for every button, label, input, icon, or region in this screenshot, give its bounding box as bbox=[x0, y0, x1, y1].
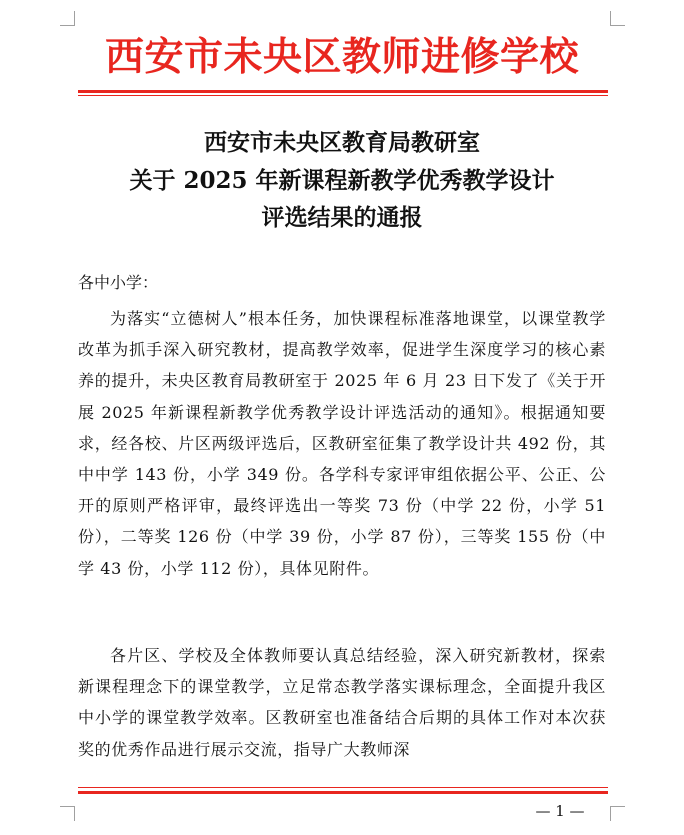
masthead-school-name: 西安市未央区教师进修学校 bbox=[104, 34, 579, 80]
body-paragraph-1: 为落实“立德树人”根本任务，加快课程标准落地课堂，以课堂教学改革为抓手深入研究教材，提高教学效率，促进学生深度学习的核心素养的提升，未央区教育局教研室于 2025 年 6 月 23 日下发了《关于开展 2025 年新课程新教学优秀教学设计评选活动的通知》。根据通知要求，经各校、片区两级评选后，区教研室征集了教学设计共 492 份，其中中学 143 份，小学 349 份。各学科专家评审组依据公平、公正、公开的原则严格评审，最终评选出一等奖 73 份（中学 22 份，小学 51 份），二等奖 126 份（中学 39 份，小学 87 份），三等奖 155 份（中学 43 份，小学 112 份），具体见附件。 bbox=[78, 309, 606, 578]
document-title-line-3: 评选结果的通报 bbox=[261, 204, 423, 231]
footer-divider-thin bbox=[78, 787, 608, 788]
body-paragraph-2: 各片区、学校及全体教师要认真总结经验，深入研究新教材，探索新课程理念下的课堂教学，立足常态教学落实课标理念，全面提升我区中小学的课堂教学效率。区教研室也准备结合后期的具体工作对本次获奖的优秀作品进行展示交流，指导广大教师深 bbox=[78, 646, 606, 759]
crop-mark-bottom-right bbox=[610, 806, 625, 821]
document-title-line-1: 西安市未央区教育局教研室 bbox=[204, 129, 480, 156]
crop-mark-top-right bbox=[610, 11, 625, 26]
footer-divider-thick bbox=[78, 791, 608, 794]
document-title-line-2: 关于 2025 年新课程新教学优秀教学设计 bbox=[129, 167, 555, 194]
salutation: 各中小学： bbox=[78, 273, 159, 292]
crop-mark-top-left bbox=[60, 11, 75, 26]
page-number: — 1 — bbox=[535, 802, 585, 820]
masthead-divider-thin bbox=[78, 95, 608, 96]
crop-mark-bottom-left bbox=[60, 806, 75, 821]
masthead-divider-thick bbox=[78, 90, 608, 93]
